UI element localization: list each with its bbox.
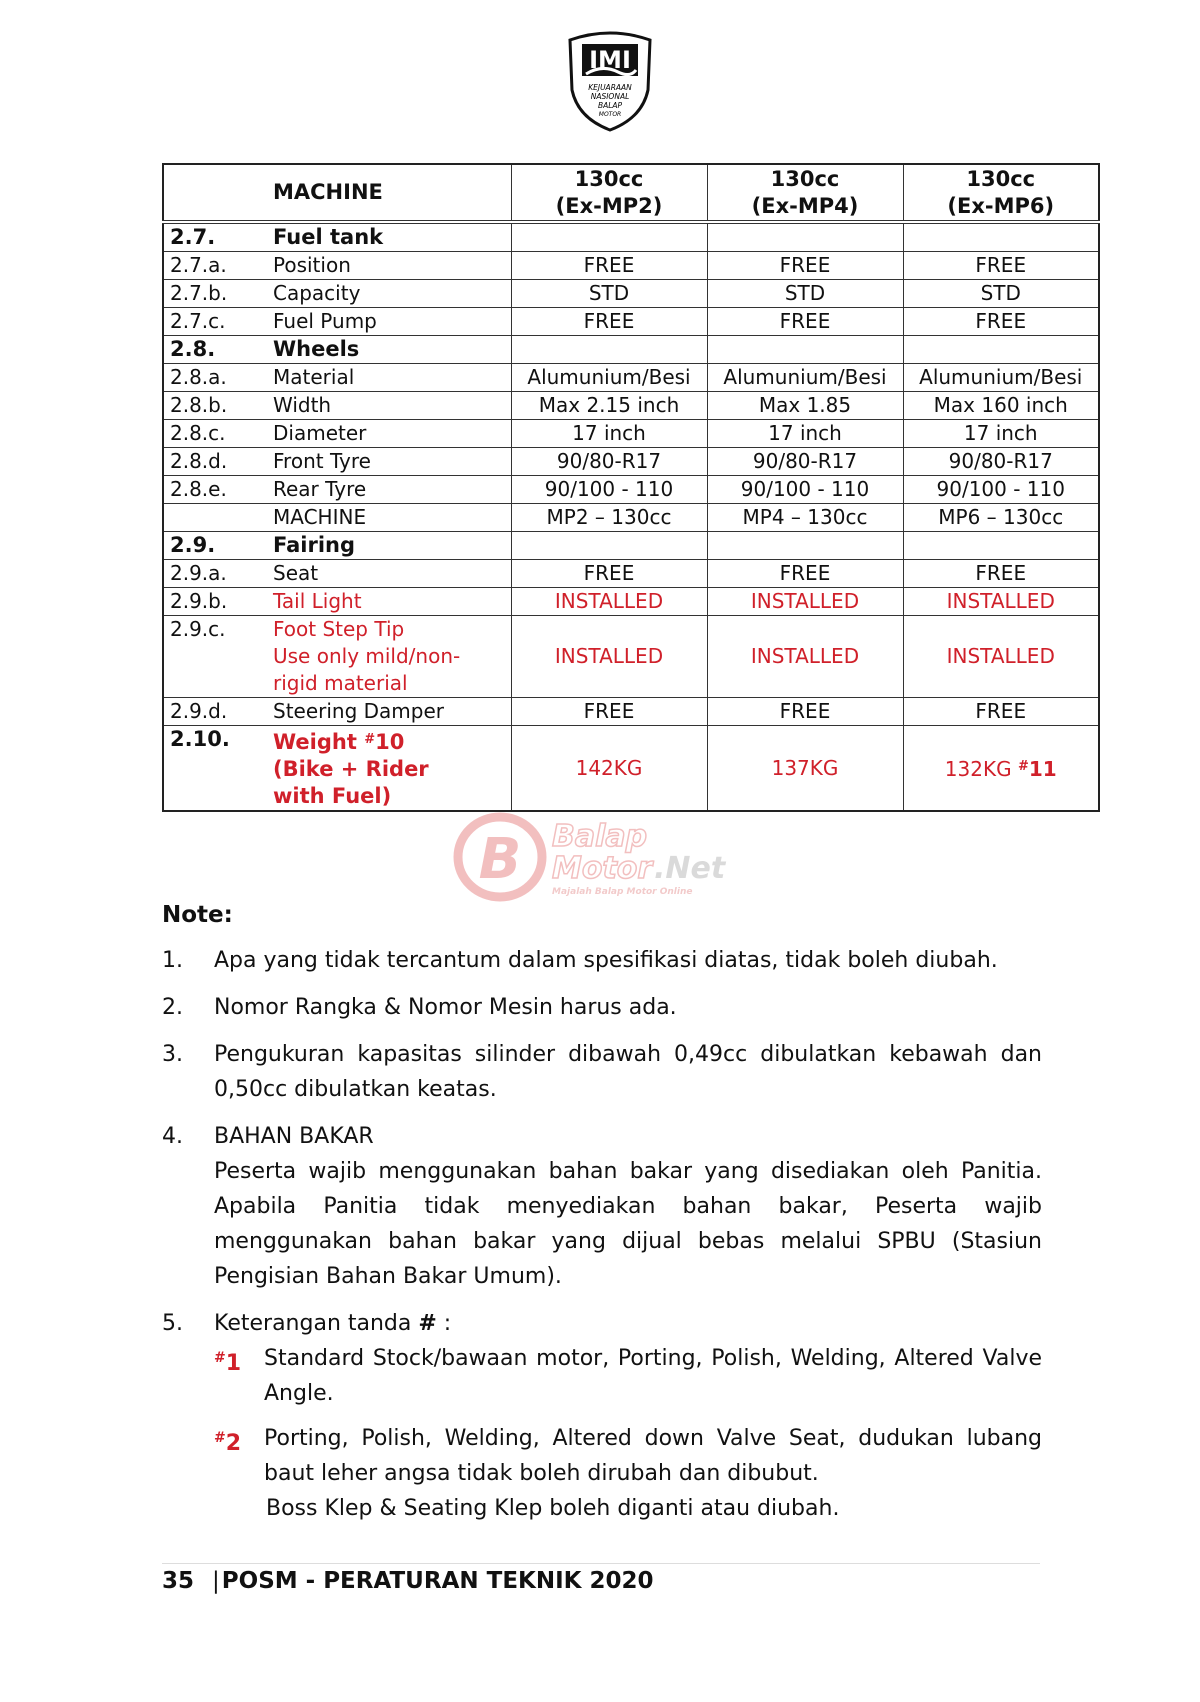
table-row bbox=[163, 616, 1099, 698]
hash-mark: # bbox=[1017, 759, 1029, 774]
row-name: Width bbox=[267, 392, 511, 420]
hash-mark: # bbox=[214, 1430, 226, 1446]
row-num: 2.7.c. bbox=[163, 308, 267, 336]
note-item bbox=[162, 943, 1042, 978]
row-num: 2.8.c. bbox=[163, 420, 267, 448]
row-name: Rear Tyre bbox=[267, 476, 511, 504]
row-name: Front Tyre bbox=[267, 448, 511, 476]
row-name: Seat bbox=[267, 560, 511, 588]
cell-value-mp6: FREE bbox=[903, 252, 1099, 280]
table-section-row bbox=[163, 532, 1099, 560]
footer-title: POSM - PERATURAN TEKNIK 2020 bbox=[221, 1568, 654, 1594]
header-col-mp4 bbox=[707, 164, 903, 222]
row-num: 2.8.a. bbox=[163, 364, 267, 392]
note-heading-colon: : bbox=[436, 1311, 452, 1336]
weight-value-mp6 bbox=[903, 726, 1099, 812]
hash-mark: # bbox=[364, 732, 376, 747]
row-num: 2.9.c. bbox=[163, 616, 267, 698]
note-text: Apa yang tidak tercantum dalam spesifikasi diatas, tidak boleh diubah. bbox=[214, 948, 998, 973]
cell-value-mp4 bbox=[707, 336, 903, 364]
row-num: 2.9.a. bbox=[163, 560, 267, 588]
imi-logo bbox=[562, 30, 658, 132]
row-num: 2.7.a. bbox=[163, 252, 267, 280]
cell-value-mp2: 90/80-R17 bbox=[511, 448, 707, 476]
table-row bbox=[163, 504, 1099, 532]
header-col-mp2 bbox=[511, 164, 707, 222]
footer-divider bbox=[162, 1563, 1040, 1564]
cell-value-mp6: STD bbox=[903, 280, 1099, 308]
table-row bbox=[163, 588, 1099, 616]
weight-mp6-note-ref: 11 bbox=[1028, 757, 1057, 781]
page-footer bbox=[162, 1568, 654, 1594]
row-name: Steering Damper bbox=[267, 698, 511, 726]
table-header-row bbox=[163, 164, 1099, 222]
row-num: 2.9.d. bbox=[163, 698, 267, 726]
spec-table-body bbox=[163, 222, 1099, 726]
header-col-mp6 bbox=[903, 164, 1099, 222]
note-number: 3. bbox=[162, 1042, 183, 1067]
note-item bbox=[162, 1037, 1042, 1107]
row-name-line: Use only mild/non- bbox=[273, 644, 461, 668]
cell-value-mp6: FREE bbox=[903, 698, 1099, 726]
note-body bbox=[214, 1119, 1042, 1294]
note-sub-marker bbox=[214, 1421, 264, 1491]
row-num: 2.7. bbox=[163, 222, 267, 252]
row-num: 2.7.b. bbox=[163, 280, 267, 308]
hash-mark: # bbox=[418, 1311, 437, 1336]
note-text: Pengukuran kapasitas silinder dibawah 0,49cc dibulatkan kebawah dan 0,50cc dibulatkan keatas. bbox=[214, 1042, 1042, 1102]
cell-value-mp2: FREE bbox=[511, 560, 707, 588]
row-num: 2.8.e. bbox=[163, 476, 267, 504]
row-name: Wheels bbox=[267, 336, 511, 364]
note-item bbox=[162, 1306, 1042, 1526]
note-sub-text: Porting, Polish, Welding, Altered down Valve Seat, dudukan lubang baut leher angsa tidak boleh dirubah dan dibubut. bbox=[264, 1426, 1042, 1486]
row-name: Tail Light bbox=[267, 588, 511, 616]
row-name bbox=[267, 616, 511, 698]
footer-separator: | bbox=[212, 1568, 220, 1594]
table-row bbox=[163, 308, 1099, 336]
watermark-b-icon: B bbox=[478, 827, 522, 892]
spec-table bbox=[162, 163, 1100, 812]
cell-value-mp6: INSTALLED bbox=[903, 616, 1099, 698]
table-row-weight bbox=[163, 726, 1099, 812]
row-num: 2.8. bbox=[163, 336, 267, 364]
note-text: Peserta wajib menggunakan bahan bakar yang disediakan oleh Panitia. Apabila Panitia tidak menyediakan bahan bakar, Peserta wajib menggunakan bahan bakar yang dijual bebas melalui SPBU (Stasiun Pengisian Bahan Bakar Umum). bbox=[214, 1159, 1042, 1289]
row-name-weight bbox=[267, 726, 511, 812]
cell-value-mp4: Alumunium/Besi bbox=[707, 364, 903, 392]
notes-section bbox=[162, 898, 1042, 1538]
note-sub-number: 2 bbox=[225, 1431, 242, 1456]
cell-value-mp2: Alumunium/Besi bbox=[511, 364, 707, 392]
cell-value-mp6: FREE bbox=[903, 560, 1099, 588]
cell-value-mp4: INSTALLED bbox=[707, 588, 903, 616]
row-name: Capacity bbox=[267, 280, 511, 308]
row-name: Material bbox=[267, 364, 511, 392]
cell-value-mp6: Alumunium/Besi bbox=[903, 364, 1099, 392]
watermark-line-1: Balap bbox=[552, 819, 648, 854]
cell-value-mp2 bbox=[511, 222, 707, 252]
cell-value-mp4: 17 inch bbox=[707, 420, 903, 448]
table-row bbox=[163, 448, 1099, 476]
note-sub-number: 1 bbox=[225, 1351, 242, 1376]
cell-value-mp2 bbox=[511, 336, 707, 364]
note-heading: BAHAN BAKAR bbox=[214, 1124, 374, 1149]
table-row bbox=[163, 252, 1099, 280]
header-col-mp4-cc: 130cc bbox=[770, 166, 840, 191]
note-sub-item bbox=[214, 1341, 1042, 1411]
table-row bbox=[163, 698, 1099, 726]
row-name: Fuel Pump bbox=[267, 308, 511, 336]
weight-label: Weight bbox=[273, 730, 365, 754]
row-name: Diameter bbox=[267, 420, 511, 448]
note-text: Nomor Rangka & Nomor Mesin harus ada. bbox=[214, 995, 677, 1020]
header-col-mp6-cc: 130cc bbox=[966, 166, 1036, 191]
cell-value-mp2: FREE bbox=[511, 698, 707, 726]
row-name-line: Foot Step Tip bbox=[273, 617, 405, 641]
cell-value-mp4: FREE bbox=[707, 308, 903, 336]
cell-value-mp4: FREE bbox=[707, 560, 903, 588]
weight-note-ref: 10 bbox=[375, 730, 405, 754]
note-sub-item bbox=[214, 1421, 1042, 1491]
cell-value-mp4: FREE bbox=[707, 252, 903, 280]
watermark-line-2: Motor bbox=[552, 851, 653, 886]
note-body bbox=[214, 1306, 1042, 1526]
cell-value-mp2: 90/100 - 110 bbox=[511, 476, 707, 504]
row-name: Position bbox=[267, 252, 511, 280]
weight-value-mp2: 142KG bbox=[511, 726, 707, 812]
header-col-mp6-class: (Ex-MP6) bbox=[947, 193, 1055, 218]
note-number: 5. bbox=[162, 1311, 183, 1336]
row-num: 2.8.b. bbox=[163, 392, 267, 420]
cell-value-mp6 bbox=[903, 222, 1099, 252]
note-item bbox=[162, 1119, 1042, 1294]
cell-value-mp2: FREE bbox=[511, 308, 707, 336]
weight-value-mp6-text: 132KG bbox=[944, 757, 1018, 781]
cell-value-mp2: MP2 – 130cc bbox=[511, 504, 707, 532]
cell-value-mp2: INSTALLED bbox=[511, 588, 707, 616]
note-number: 1. bbox=[162, 948, 183, 973]
note-heading-text: Keterangan tanda bbox=[214, 1311, 419, 1336]
header-col-mp4-class: (Ex-MP4) bbox=[751, 193, 859, 218]
header-blank bbox=[163, 164, 267, 222]
table-section-row bbox=[163, 336, 1099, 364]
weight-value-mp4: 137KG bbox=[707, 726, 903, 812]
cell-value-mp6: 17 inch bbox=[903, 420, 1099, 448]
cell-value-mp6: Max 160 inch bbox=[903, 392, 1099, 420]
cell-value-mp6: INSTALLED bbox=[903, 588, 1099, 616]
cell-value-mp4: INSTALLED bbox=[707, 616, 903, 698]
logo-line-2: NASIONAL bbox=[590, 92, 630, 101]
row-name: Fairing bbox=[267, 532, 511, 560]
note-number: 4. bbox=[162, 1124, 183, 1149]
cell-value-mp4: Max 1.85 bbox=[707, 392, 903, 420]
note-sub-marker bbox=[214, 1341, 264, 1411]
note-heading bbox=[214, 1306, 1042, 1341]
cell-value-mp4: FREE bbox=[707, 698, 903, 726]
weight-label-line-2: (Bike + Rider bbox=[273, 757, 429, 781]
watermark-line-3: .Net bbox=[654, 851, 726, 886]
table-row bbox=[163, 280, 1099, 308]
row-name-line: rigid material bbox=[273, 671, 408, 695]
cell-value-mp6: 90/80-R17 bbox=[903, 448, 1099, 476]
cell-value-mp4 bbox=[707, 222, 903, 252]
logo-line-3: BALAP bbox=[597, 101, 623, 110]
cell-value-mp4: MP4 – 130cc bbox=[707, 504, 903, 532]
cell-value-mp2: FREE bbox=[511, 252, 707, 280]
header-machine: MACHINE bbox=[267, 164, 511, 222]
cell-value-mp6: 90/100 - 110 bbox=[903, 476, 1099, 504]
notes-title: Note: bbox=[162, 902, 233, 928]
cell-value-mp2: STD bbox=[511, 280, 707, 308]
cell-value-mp2: Max 2.15 inch bbox=[511, 392, 707, 420]
table-row bbox=[163, 364, 1099, 392]
header-col-mp2-cc: 130cc bbox=[574, 166, 644, 191]
row-num: 2.9.b. bbox=[163, 588, 267, 616]
note-sub-text: Standard Stock/bawaan motor, Porting, Polish, Welding, Altered Valve Angle. bbox=[264, 1346, 1042, 1406]
note-item bbox=[162, 990, 1042, 1025]
cell-value-mp2: 17 inch bbox=[511, 420, 707, 448]
table-row bbox=[163, 560, 1099, 588]
cell-value-mp2: INSTALLED bbox=[511, 616, 707, 698]
logo-line-1: KEJUARAAN bbox=[588, 83, 632, 92]
row-name: Fuel tank bbox=[267, 222, 511, 252]
balapmotor-watermark bbox=[452, 812, 762, 902]
weight-label-line-3: with Fuel) bbox=[273, 784, 392, 808]
logo-line-4: MOTOR bbox=[598, 111, 622, 118]
row-num: 2.10. bbox=[163, 726, 267, 812]
table-row bbox=[163, 420, 1099, 448]
row-num: 2.9. bbox=[163, 532, 267, 560]
cell-value-mp6: FREE bbox=[903, 308, 1099, 336]
header-col-mp2-class: (Ex-MP2) bbox=[555, 193, 663, 218]
cell-value-mp6 bbox=[903, 336, 1099, 364]
table-row bbox=[163, 392, 1099, 420]
table-row bbox=[163, 476, 1099, 504]
watermark-tagline: Majalah Balap Motor Online bbox=[552, 887, 693, 897]
row-name: MACHINE bbox=[267, 504, 511, 532]
cell-value-mp4: 90/100 - 110 bbox=[707, 476, 903, 504]
cell-value-mp6: MP6 – 130cc bbox=[903, 504, 1099, 532]
note-sub-extra: Boss Klep & Seating Klep boleh diganti atau diubah. bbox=[266, 1496, 840, 1521]
page-number: 35 bbox=[162, 1568, 195, 1594]
cell-value-mp6 bbox=[903, 532, 1099, 560]
row-num bbox=[163, 504, 267, 532]
table-section-row bbox=[163, 222, 1099, 252]
cell-value-mp4: STD bbox=[707, 280, 903, 308]
cell-value-mp4: 90/80-R17 bbox=[707, 448, 903, 476]
cell-value-mp4 bbox=[707, 532, 903, 560]
hash-mark: # bbox=[214, 1350, 226, 1366]
row-num: 2.8.d. bbox=[163, 448, 267, 476]
logo-mark: IMI bbox=[589, 46, 631, 74]
cell-value-mp2 bbox=[511, 532, 707, 560]
note-number: 2. bbox=[162, 995, 183, 1020]
